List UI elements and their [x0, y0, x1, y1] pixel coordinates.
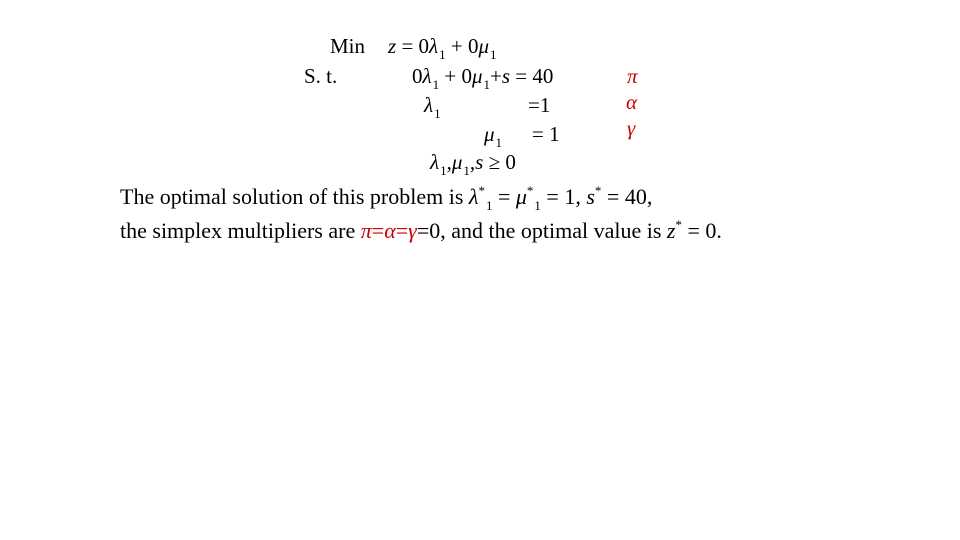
st-label: S. t. — [304, 64, 338, 88]
subscript: 1 — [434, 106, 441, 121]
subscript: 1 — [463, 163, 470, 178]
multipliers-text: =0, and the optimal value is — [416, 218, 667, 243]
solution-line-1 — [120, 183, 653, 213]
nonnegativity-row — [430, 150, 516, 178]
multiplier-pi: π — [360, 218, 372, 243]
plus-sign: + — [444, 64, 457, 88]
equals-sign: = — [395, 218, 409, 243]
optimal-star: * — [526, 183, 534, 198]
equals-sign: = — [515, 64, 528, 88]
solution-line-2 — [120, 217, 722, 243]
geq-sign: ≥ — [488, 150, 501, 174]
lambda-symbol: λ — [424, 93, 434, 117]
equals-sign: = — [528, 93, 540, 117]
constraint-2-lhs — [424, 93, 441, 121]
optimal-star: * — [594, 183, 602, 198]
lambda-symbol: λ — [430, 150, 440, 174]
subscript: 1 — [432, 77, 440, 92]
subscript: 1 — [439, 47, 446, 62]
s-variable: s — [475, 150, 484, 174]
objective-row — [330, 36, 365, 57]
plus-sign: + — [450, 34, 463, 58]
solution-value: = 1, — [540, 184, 587, 209]
subscript: 1 — [534, 198, 541, 213]
mu-symbol: μ — [471, 64, 483, 88]
mu-symbol: μ — [451, 150, 463, 174]
constraint-3-rhs — [532, 124, 560, 145]
rhs-value: 40 — [532, 64, 554, 88]
equals-sign: = — [492, 184, 516, 209]
multiplier-gamma: γ — [408, 218, 417, 243]
solution-text: The optimal solution of this problem is — [120, 184, 469, 209]
z-variable: z — [666, 218, 676, 243]
subscript: 1 — [490, 47, 497, 62]
subscript: 1 — [483, 77, 490, 92]
constraint-2-rhs — [528, 95, 550, 116]
min-label: Min — [330, 34, 366, 58]
s-variable: s — [501, 64, 511, 88]
rhs-value: 0 — [505, 150, 516, 174]
lambda-symbol: λ — [429, 34, 439, 58]
equals-sign: = — [371, 218, 385, 243]
optimal-value: = 0. — [681, 218, 722, 243]
solution-value: = 40, — [601, 184, 653, 209]
constraint-3-lhs — [484, 122, 503, 150]
subscript: 1 — [485, 198, 493, 213]
mu-symbol: μ — [484, 122, 495, 146]
plus-sign: + — [490, 64, 502, 88]
lambda-symbol: λ — [422, 64, 432, 88]
rhs-value: 1 — [539, 93, 551, 117]
multipliers-text: the simplex multipliers are — [120, 218, 361, 243]
comma: , — [446, 150, 452, 174]
objective-expression — [388, 34, 497, 62]
multiplier-gamma: γ — [627, 116, 636, 140]
subscript: 1 — [440, 163, 447, 178]
mu-symbol: μ — [515, 184, 527, 209]
constraint-1 — [412, 64, 554, 92]
coefficient: 0 — [461, 64, 472, 88]
multiplier-pi: π — [627, 64, 638, 88]
optimal-star: * — [675, 217, 682, 232]
mu-symbol: μ — [478, 34, 490, 58]
z-variable: z — [388, 34, 397, 58]
comma: , — [469, 150, 476, 174]
lambda-symbol: λ — [468, 184, 479, 209]
coefficient: 0 — [418, 34, 430, 58]
equals-sign: = — [401, 34, 414, 58]
coefficient: 0 — [412, 64, 423, 88]
optimal-star: * — [478, 183, 485, 198]
subscript: 1 — [495, 135, 503, 150]
s-variable: s — [586, 184, 595, 209]
rhs-value: 1 — [549, 122, 560, 146]
multiplier-alpha: α — [384, 218, 396, 243]
equals-sign: = — [532, 122, 544, 146]
coefficient: 0 — [467, 34, 479, 58]
multiplier-alpha: α — [626, 90, 638, 114]
